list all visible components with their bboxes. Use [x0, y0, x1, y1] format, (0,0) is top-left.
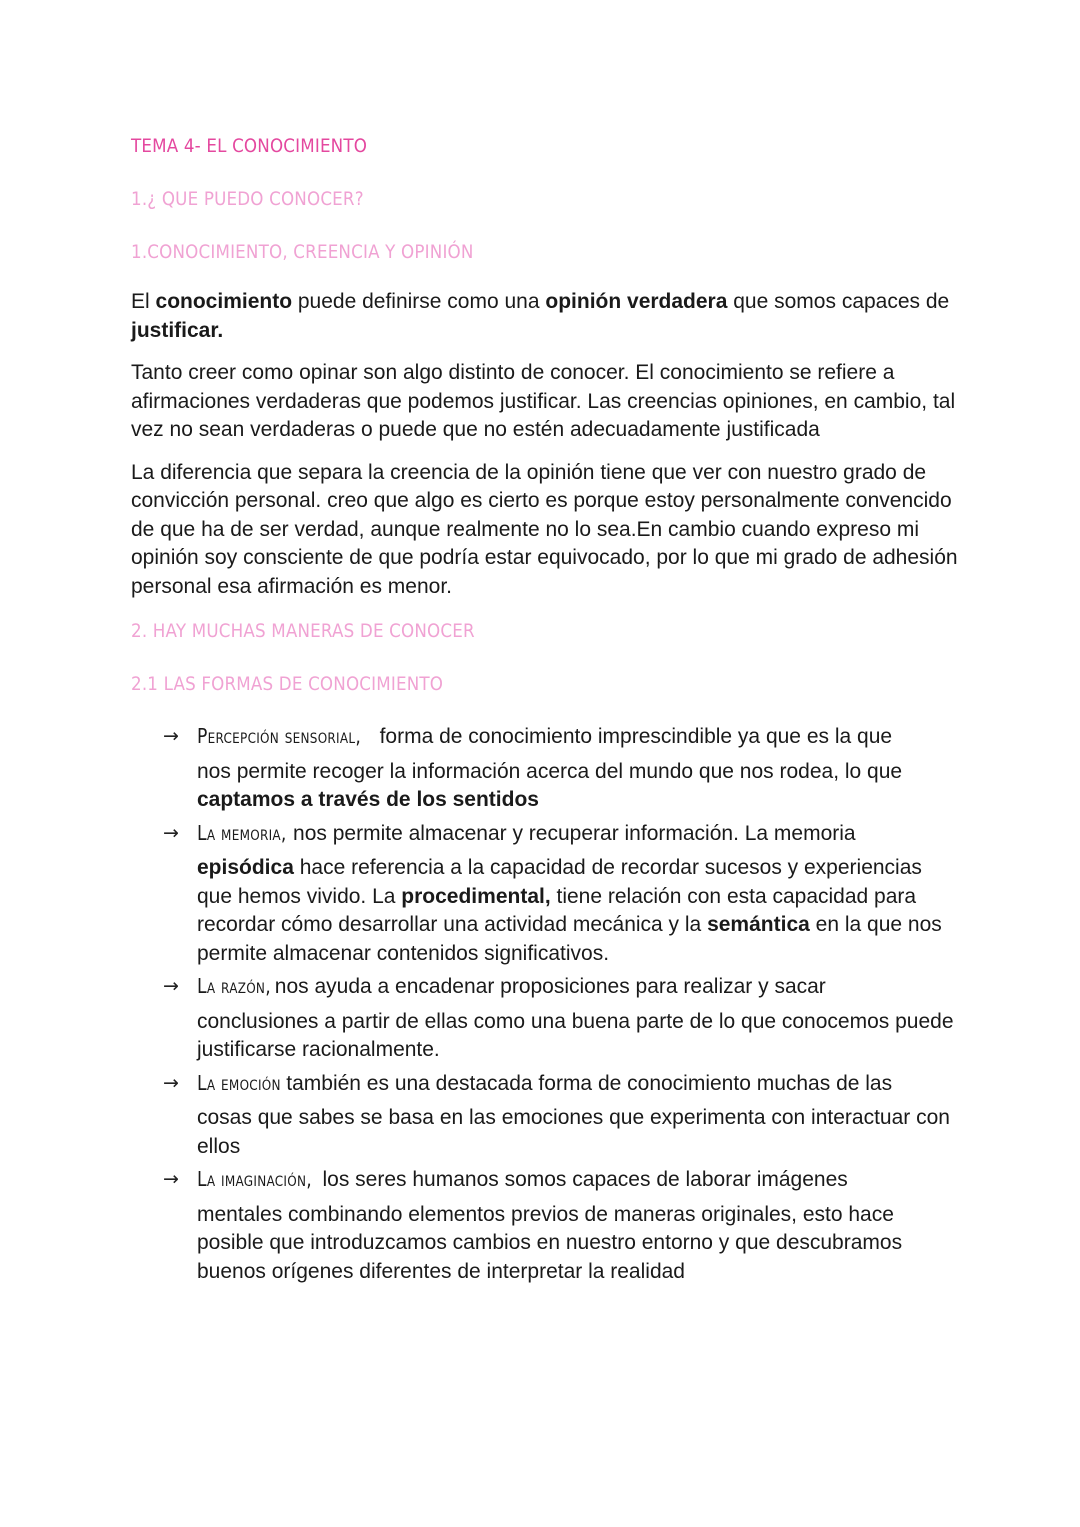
item-text: nos permite almacenar y recuperar información. La memoria: [287, 821, 856, 845]
list-item-reason: [131, 972, 961, 1065]
bold-term: semántica: [707, 913, 810, 936]
item-text: nos ayuda a encadenar proposiciones para realizar y sacar: [268, 975, 826, 998]
paragraph-diferencia: La diferencia que separa la creencia de la opinión tiene que ver con nuestro grado de convicción personal. creo que algo es cierto es porque estoy personalmente convencido de que ha de ser verdad, aunque realmente no lo sea.En cambio cuando expreso mi opinión soy consciente de que podría estar equivocado, por lo que mi grado de adhesión personal esa afirmación es menor.: [131, 460, 958, 598]
item-first-line: [197, 972, 961, 1002]
item-text: nos permite recoger la información acerca del mundo que nos rodea, lo que: [197, 759, 903, 783]
arrow-right-icon: →: [163, 1168, 179, 1190]
paragraph-creer-opinar: Tanto creer como opinar son algo distinto de conocer. El conocimiento se refiere a afirmaciones verdaderas que podemos justificar. Las creencias opiniones, en cambio, tal vez no sean verdaderas o puede que no estén adecuadamente justificada: [131, 361, 956, 441]
item-term: La razón,: [197, 974, 271, 998]
list-item-memory: [131, 819, 961, 969]
item-text: también es una destacada forma de conocimiento muchas de las: [280, 1071, 893, 1095]
item-text: tiene relación con esta capacidad para recordar cómo desarrollar una actividad mecánica y la: [197, 884, 917, 936]
list-item-perception: [131, 722, 961, 815]
item-term: Percepción sensorial,: [197, 724, 362, 748]
arrow-right-icon: →: [163, 821, 179, 844]
list-item-emotion: [131, 1069, 961, 1162]
section-heading-1: 1.¿ QUE PUEDO CONOCER?: [131, 188, 364, 210]
item-term: La imaginación,: [197, 1167, 312, 1191]
arrow-right-icon: →: [163, 975, 179, 997]
bold-term: captamos a través de los sentidos: [197, 788, 539, 811]
paragraph-definition: [131, 288, 961, 345]
document-title: TEMA 4- EL CONOCIMIENTO: [131, 135, 368, 157]
arrow-right-icon: →: [163, 1071, 179, 1094]
item-term: La emoción: [197, 1070, 281, 1095]
item-first-line: [197, 1165, 961, 1195]
bold-term: opinión verdadera: [545, 290, 728, 313]
list-item-imagination: [131, 1165, 961, 1286]
item-first-line: [197, 1069, 961, 1099]
document-page: [131, 128, 961, 1286]
item-text: hace referencia a la capacidad de recordar sucesos y experiencias que hemos vivido. La: [197, 856, 922, 908]
text: que somos capaces de: [727, 290, 950, 313]
item-first-line: [197, 722, 961, 752]
item-text: los seres humanos somos capaces de laborar imágenes: [316, 1168, 848, 1191]
item-text: mentales combinando elementos previos de maneras originales, esto hace posible que introduzcamos cambios en nuestro entorno y que descubramos buenos orígenes diferentes de interpretar la realidad: [197, 1202, 903, 1283]
subsection-heading-2: 2.1 LAS FORMAS DE CONOCIMIENTO: [131, 673, 444, 695]
bold-term: procedimental,: [401, 884, 551, 908]
item-term: La memoria,: [197, 820, 287, 845]
subsection-heading-1: 1.CONOCIMIENTO, CREENCIA Y OPINIÓN: [131, 241, 474, 263]
bold-term: episódica: [197, 856, 294, 879]
text: puede definirse como una: [292, 290, 546, 313]
forms-list: [131, 722, 961, 1286]
item-first-line: [197, 819, 961, 849]
item-text: cosas que sabes se basa en las emociones que experimenta con interactuar con ellos: [197, 1106, 950, 1158]
arrow-right-icon: →: [163, 725, 179, 747]
bold-term: justificar.: [131, 318, 224, 342]
item-text: forma de conocimiento imprescindible ya que es la que: [373, 725, 893, 748]
section-heading-2: 2. HAY MUCHAS MANERAS DE CONOCER: [131, 620, 475, 642]
item-text: en la que nos permite almacenar contenidos significativos.: [197, 913, 942, 965]
item-text: conclusiones a partir de ellas como una buena parte de lo que conocemos puede justificarse racionalmente.: [197, 1009, 954, 1061]
bold-term: conocimiento: [155, 290, 293, 313]
text: El: [131, 290, 156, 313]
